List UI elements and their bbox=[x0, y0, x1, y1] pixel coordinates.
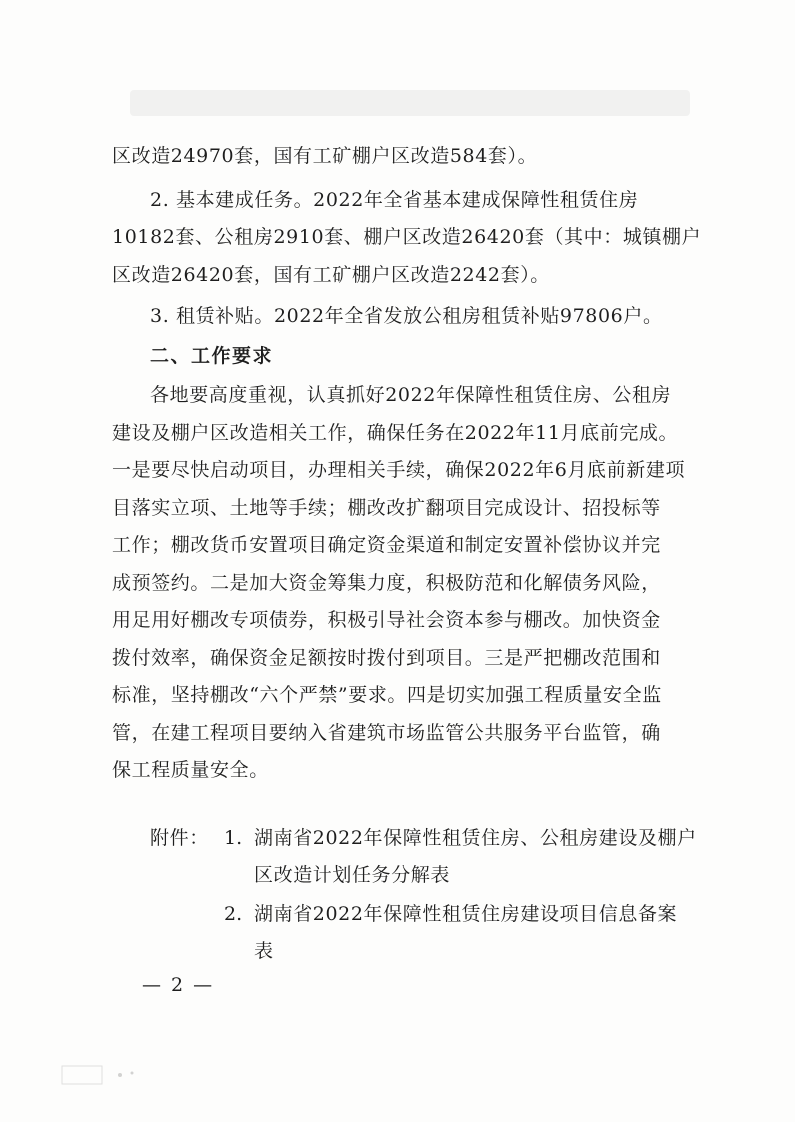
paragraph-line: 拨付效率，确保资金足额按时拨付到项目。三是严把棚改范围和 bbox=[112, 646, 661, 669]
attachment-title: 湖南省2022年保障性租赁住房建设项目信息备案 bbox=[254, 903, 678, 925]
faint-stamp-mark bbox=[60, 1062, 170, 1088]
paragraph-line: 标准，坚持棚改“六个严禁”要求。四是切实加强工程质量安全监 bbox=[112, 684, 662, 706]
attachment-title-cont: 区改造计划任务分解表 bbox=[254, 864, 451, 886]
attachment-title-cont: 表 bbox=[254, 940, 274, 962]
attachment-label: 附件： bbox=[150, 827, 209, 849]
paragraph-line: 2. 基本建成任务。2022年全省基本建成保障性租赁住房 bbox=[150, 188, 639, 211]
paragraph-line: 用足用好棚改专项债券，积极引导社会资本参与棚改。加快资金 bbox=[112, 609, 661, 631]
paragraph-line: 目落实立项、土地等手续；棚改改扩翻项目完成设计、招投标等 bbox=[112, 496, 661, 519]
paragraph-line: 建设及棚户区改造相关工作，确保任务在2022年11月底前完成。 bbox=[112, 421, 679, 444]
paragraph-line: 成预签约。二是加大资金筹集力度，积极防范和化解债务风险， bbox=[112, 571, 661, 594]
section-heading: 二、工作要求 bbox=[150, 344, 274, 367]
paragraph-line: 区改造26420套，国有工矿棚户区改造2242套）。 bbox=[112, 263, 550, 286]
paragraph-line: 各地要高度重视，认真抓好2022年保障性租赁住房、公租房 bbox=[150, 384, 672, 406]
paragraph-line: 管，在建工程项目要纳入省建筑市场监管公共服务平台监管，确 bbox=[112, 721, 661, 744]
paragraph-line: 一是要尽快启动项目，办理相关手续，确保2022年6月底前新建项 bbox=[112, 459, 686, 481]
body-text bbox=[112, 138, 702, 790]
attachment-number: 2. bbox=[224, 903, 243, 925]
paragraph-line: 10182套、公租房2910套、棚户区改造26420套（其中：城镇棚户 bbox=[112, 226, 702, 248]
paragraph-line: 区改造24970套，国有工矿棚户区改造584套）。 bbox=[112, 145, 538, 167]
page-number: — 2 — bbox=[142, 974, 215, 996]
paragraph-line: 3. 租赁补贴。2022年全省发放公租房租赁补贴97806户。 bbox=[150, 305, 663, 327]
attachment-number: 1. bbox=[224, 827, 243, 849]
attachment-title: 湖南省2022年保障性租赁住房、公租房建设及棚户 bbox=[254, 827, 697, 849]
paragraph-line: 保工程质量安全。 bbox=[112, 759, 269, 781]
paragraph-line: 工作；棚改货币安置项目确定资金渠道和制定安置补偿协议并完 bbox=[112, 534, 661, 556]
reverse-side-bleed bbox=[110, 80, 710, 140]
